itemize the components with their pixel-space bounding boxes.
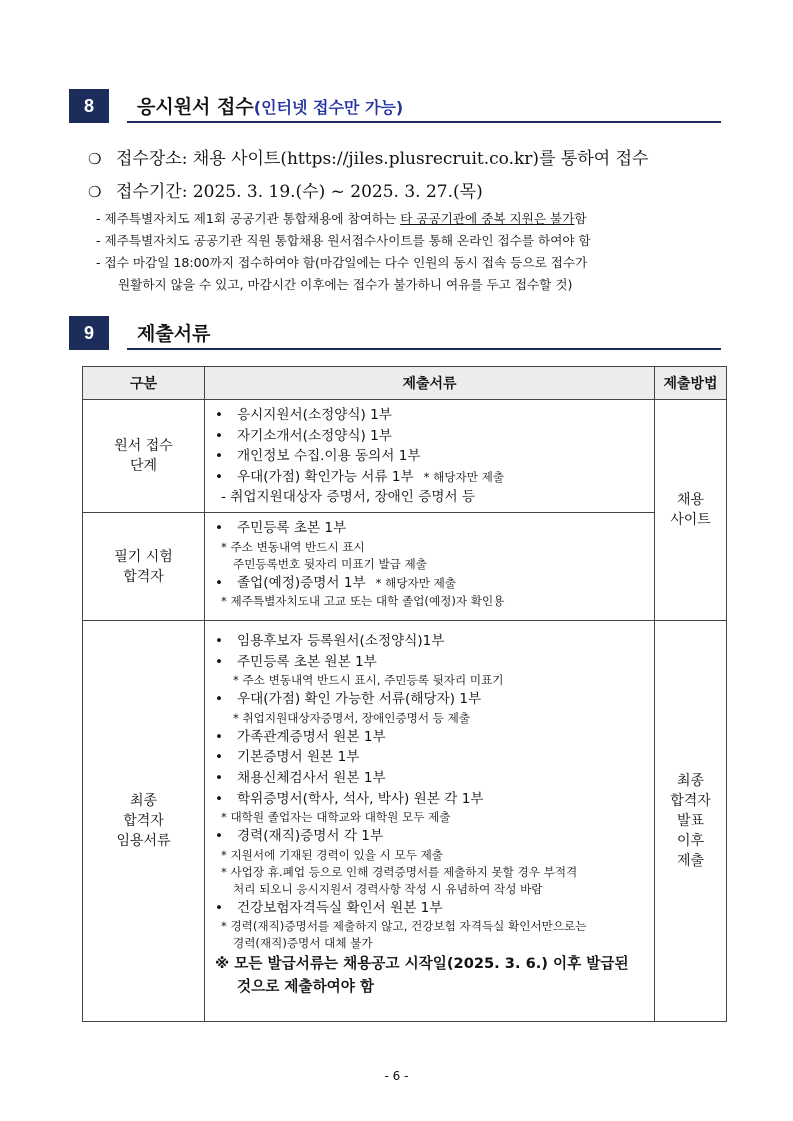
item-text: 채용신체검사서 원본 1부 xyxy=(237,769,386,786)
table-row xyxy=(83,400,727,513)
item-note: 처리 되오니 응시지원서 경력사항 작성 시 유념하여 작성 바람 xyxy=(233,881,543,896)
bullet-icon: • xyxy=(215,427,224,444)
section-8-header xyxy=(69,89,721,125)
section-subtitle: (인터넷 접수만 가능) xyxy=(253,98,404,117)
section-title: 제출서류 xyxy=(137,323,211,345)
documents-cell xyxy=(205,513,655,621)
final-notice-cont: 것으로 제출하여야 함 xyxy=(237,978,375,996)
item-note: * 대학원 졸업자는 대학교와 대학원 모두 제출 xyxy=(221,810,451,825)
category-text: 원서 접수 xyxy=(114,438,173,454)
section-number: 9 xyxy=(69,316,109,350)
bullet-icon: • xyxy=(215,520,224,536)
documents-cell xyxy=(205,400,655,513)
item-note: * 경력(재직)증명서를 제출하지 않고, 건강보험 자격득실 확인서만으로는 xyxy=(221,919,587,934)
item-text: 주민등록 초본 1부 xyxy=(237,520,347,536)
section-title xyxy=(137,92,403,119)
list-item-dash: - 취업지원대상자 증명서, 장애인 증명서 등 xyxy=(221,489,476,506)
item-text: 경력(재직)증명서 각 1부 xyxy=(237,828,384,845)
list-item xyxy=(215,518,648,539)
list-item xyxy=(215,631,648,652)
category-text: 합격자 xyxy=(123,568,164,585)
category-text: 최종 xyxy=(129,793,158,809)
list-item xyxy=(215,573,648,594)
documents-cell xyxy=(205,621,655,1022)
item-text: 주민등록 초본 원본 1부 xyxy=(237,653,377,670)
bullet-icon: • xyxy=(215,828,224,845)
item-text: 건강보험자격득실 확인서 원본 1부 xyxy=(237,899,443,916)
documents-table xyxy=(82,366,727,1022)
list-item xyxy=(215,467,648,488)
method-text: 제출 xyxy=(676,853,705,869)
note-text: 함 xyxy=(574,211,587,226)
bullet-icon: • xyxy=(215,899,224,916)
bullet-icon: • xyxy=(215,574,224,591)
bullet-location xyxy=(88,144,648,169)
bullet-icon: • xyxy=(215,468,224,485)
list-item xyxy=(215,898,648,919)
category-cell xyxy=(83,621,205,1022)
list-item xyxy=(215,689,648,710)
header-category: 구분 xyxy=(83,367,205,400)
note-text: - 제주특별자치도 제1회 공공기관 통합채용에 참여하는 xyxy=(96,211,401,226)
section-9-header xyxy=(69,316,721,352)
method-text: 채용 xyxy=(676,492,705,508)
item-note: * 취업지원대상자증명서, 장애인증명서 등 제출 xyxy=(233,710,471,725)
bullet-icon: • xyxy=(215,653,224,670)
item-note: * 사업장 휴.폐업 등으로 인해 경력증명서를 제출하지 못할 경우 부적격 xyxy=(221,864,578,879)
note-line xyxy=(96,208,587,227)
bullet-icon: • xyxy=(215,633,224,649)
list-item xyxy=(215,747,648,768)
bullet-text: 접수기간: 2025. 3. 19.(수) ~ 2025. 3. 27.(목) xyxy=(116,182,483,202)
item-text: 기본증명서 원본 1부 xyxy=(237,749,360,766)
bullet-icon: • xyxy=(215,769,224,786)
category-cell xyxy=(83,513,205,621)
list-item xyxy=(215,727,648,748)
bullet-period xyxy=(88,177,483,202)
bullet-icon: • xyxy=(215,728,224,745)
bullet-icon: • xyxy=(215,448,224,465)
table-row xyxy=(83,513,727,621)
list-item xyxy=(215,652,648,673)
category-text: 합격자 xyxy=(123,813,164,829)
bullet-icon: • xyxy=(215,749,224,766)
bullet-icon: • xyxy=(215,790,224,807)
table-header-row xyxy=(83,367,727,400)
item-note: * 해당자만 제출 xyxy=(423,469,505,484)
bullet-icon: • xyxy=(215,691,224,708)
list-item xyxy=(215,826,648,847)
item-text: 졸업(예정)증명서 1부 xyxy=(237,574,366,591)
item-text: 가족관계증명서 원본 1부 xyxy=(237,728,386,745)
item-text: 임용후보자 등록원서(소정양식)1부 xyxy=(237,633,445,649)
note-line: - 제주특별자치도 공공기관 직원 통합채용 원서접수사이트를 통해 온라인 접수를 하여야 함 xyxy=(96,233,591,248)
section-underline xyxy=(127,348,721,350)
note-line: 원활하지 않을 수 있고, 마감시간 이후에는 접수가 불가하니 여유를 두고 접수할 것) xyxy=(118,277,573,292)
note-line: - 접수 마감일 18:00까지 접수하여야 함(마감일에는 다수 인원의 동시 접속 등으로 접수가 xyxy=(96,255,588,270)
category-text: 필기 시험 xyxy=(114,548,173,565)
circle-bullet-icon: ❍ xyxy=(88,150,102,168)
item-note: * 주소 변동내역 반드시 표시, 주민등록 뒷자리 미표기 xyxy=(233,673,504,688)
method-text: 합격자 xyxy=(670,793,711,809)
bullet-text: 접수장소: 채용 사이트(https://jiles.plusrecruit.co.kr)를 통하여 접수 xyxy=(116,149,649,169)
item-note: * 지원서에 기재된 경력이 있을 시 모두 제출 xyxy=(221,847,443,862)
item-note: 주민등록번호 뒷자리 미표기 발급 제출 xyxy=(233,556,427,571)
item-text: 학위증명서(학사, 석사, 박사) 원본 각 1부 xyxy=(237,790,484,807)
category-cell xyxy=(83,400,205,513)
section-title-main: 응시원서 접수 xyxy=(137,96,254,118)
category-text: 단계 xyxy=(129,458,158,474)
list-item xyxy=(215,789,648,810)
list-item xyxy=(215,426,648,447)
list-item xyxy=(215,446,648,467)
item-text: 우대(가점) 확인 가능한 서류(해당자) 1부 xyxy=(237,691,482,708)
method-cell xyxy=(655,400,727,621)
final-notice: ※ 모든 발급서류는 채용공고 시작일(2025. 3. 6.) 이후 발급된 xyxy=(215,955,629,973)
item-note: * 제주특별자치도내 고교 또는 대학 졸업(예정)자 확인용 xyxy=(221,594,505,609)
method-text: 사이트 xyxy=(670,512,711,528)
header-documents: 제출서류 xyxy=(205,367,655,400)
header-method: 제출방법 xyxy=(655,367,727,400)
note-underlined: 타 공공기관에 중복 지원은 불가 xyxy=(400,211,575,226)
category-text: 임용서류 xyxy=(116,833,171,849)
section-underline xyxy=(127,121,721,123)
section-number: 8 xyxy=(69,89,109,123)
item-text: 자기소개서(소정양식) 1부 xyxy=(237,427,392,444)
list-item xyxy=(215,405,648,426)
method-text: 이후 xyxy=(676,833,705,849)
item-note: 경력(재직)증명서 대체 불가 xyxy=(233,936,373,951)
table-row xyxy=(83,621,727,1022)
item-text: 응시지원서(소정양식) 1부 xyxy=(237,407,392,423)
bullet-icon: • xyxy=(215,407,224,423)
item-note: * 해당자만 제출 xyxy=(375,575,457,590)
method-text: 최종 xyxy=(676,773,705,789)
item-text: 우대(가점) 확인가능 서류 1부 xyxy=(237,468,414,485)
circle-bullet-icon: ❍ xyxy=(88,183,102,201)
method-text: 발표 xyxy=(676,813,705,829)
list-item xyxy=(215,768,648,789)
item-note: * 주소 변동내역 반드시 표시 xyxy=(221,539,365,554)
item-text: 개인정보 수집.이용 동의서 1부 xyxy=(237,448,421,465)
method-cell xyxy=(655,621,727,1022)
page-number: - 6 - xyxy=(384,1069,409,1083)
